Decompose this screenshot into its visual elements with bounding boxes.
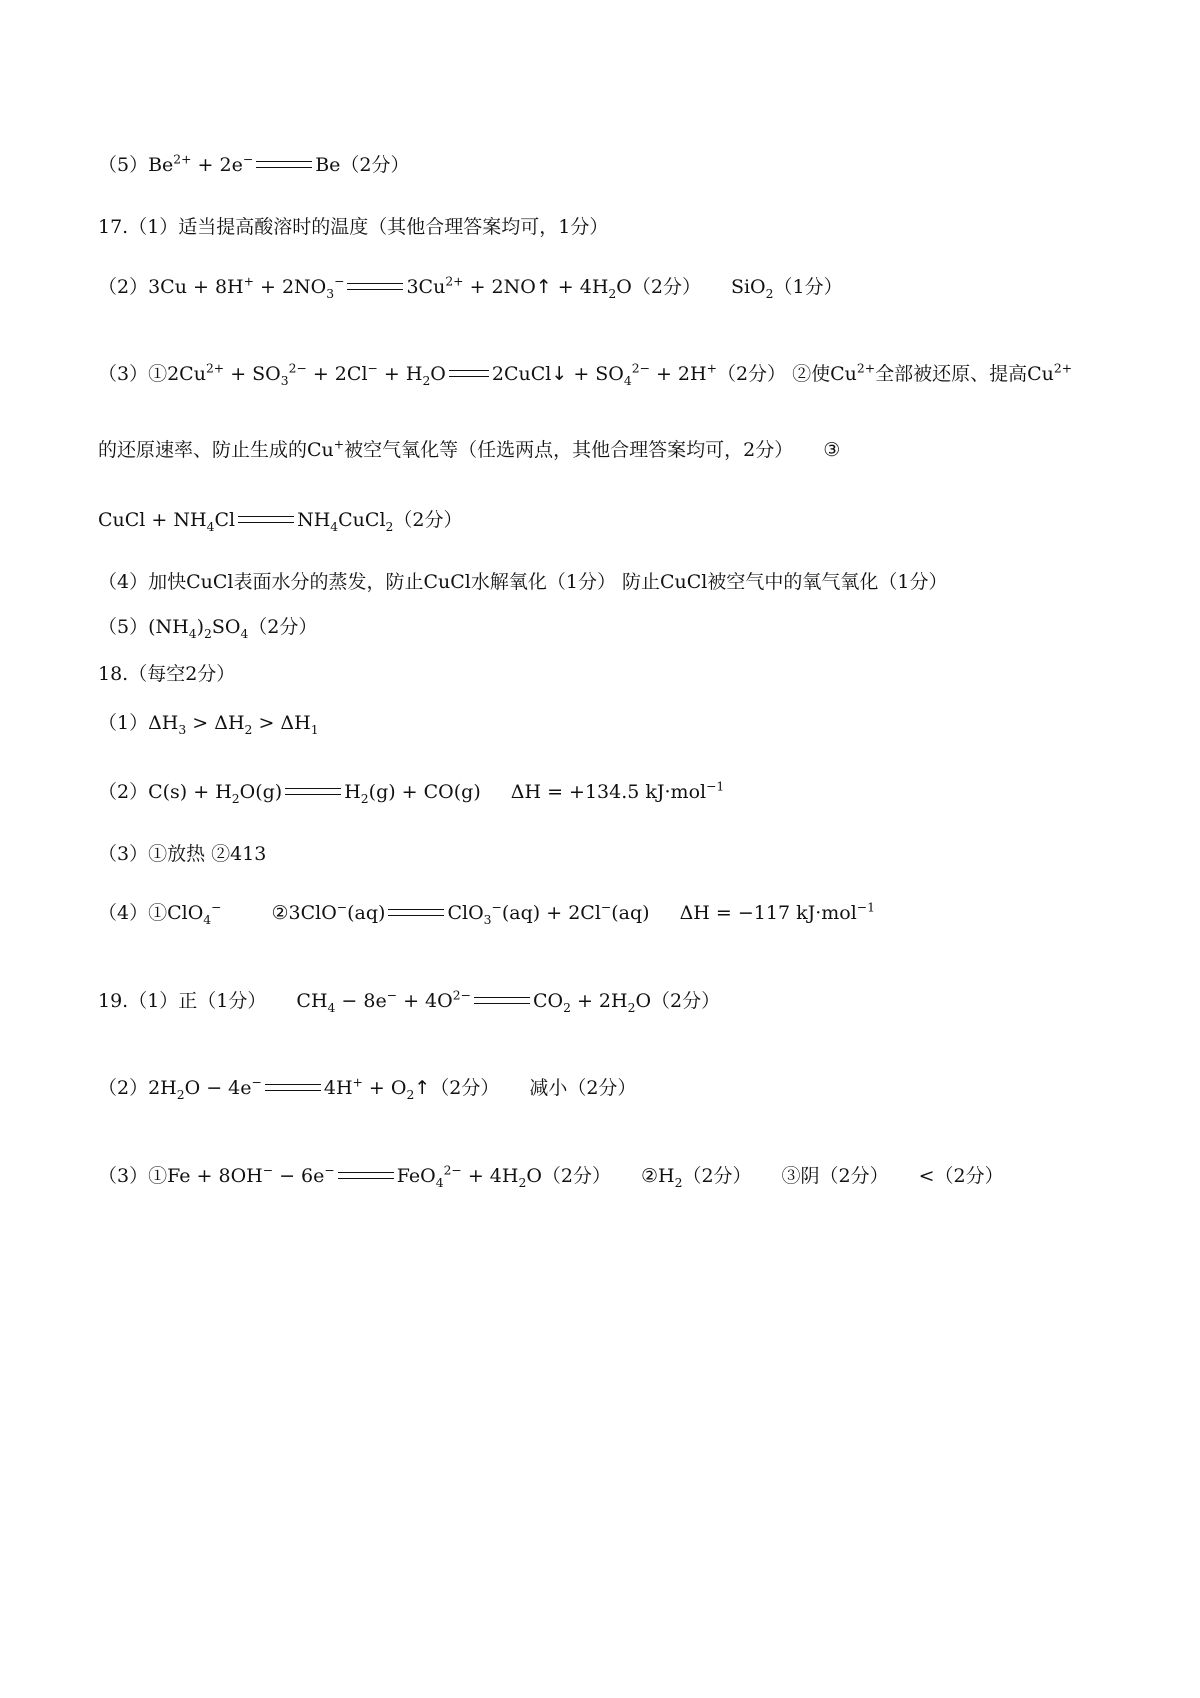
answer-line: $(2)C(s) + H_2O(g) H_2(g) + CO(g) \Delta H = +134.5$ kJ·mol$^{-1}$ <box>98 779 725 806</box>
answer-line: CuCl + $NH_4Cl$ $NH_4CuCl_2(2$分） <box>98 509 463 534</box>
line-q17-1: 17.（1）适当提高酸溶时的温度（其他合理答案均可，1分） <box>98 216 609 238</box>
answer-line <box>98 841 266 867</box>
answer-line: 的还原速率、防止生成的Cu+被空气氧化等（任选两点，其他合理答案均可，2分） ③ <box>98 437 841 461</box>
line-q18: 18.（每空2分） <box>98 663 236 685</box>
answer-line: 19.（1）正（1分） $CH_4 - 8e^- + 4O^{2-}$ $CO_2 + 2H_2O(2$分） <box>98 988 721 1015</box>
answer-line: $(5)Be^{2+} + 2e^-$ Be（2分） <box>98 152 410 176</box>
line-q17-4: （4）加快CuCl表面水分的蒸发，防止CuCl水解氧化（1分） 防止CuCl被空气中的氧气氧化（1分） <box>98 571 948 593</box>
answer-line: $(3)①2Cu^{2+} + SO_3^{2-} + 2Cl^- + H_2O$ 2CuCl↓ + $SO_4^{2-} + 2H^+(2$分） ②使$Cu^{2+}$全部被还原、提高$Cu^{2+}$ <box>98 361 1073 388</box>
answer-line: $(1)\Delta H_3 > \Delta H_2 > \Delta H_1$ <box>98 712 319 737</box>
line-q18-3: （3）①放热 ②413 <box>98 843 267 865</box>
answer-line <box>98 569 947 595</box>
answer-line: （3）①Fe + 8OH− − 6e− $FeO_4^{2-} + 4H_2O(2$分） $②H_2(2$分） ③阴（2分） <（2分） <box>98 1163 1004 1190</box>
answer-line <box>98 661 235 687</box>
answer-line: $(5)(NH_4)_2SO_4(2$分） <box>98 616 318 641</box>
answer-line: $(2)3Cu + 8H^+ + 2NO_3^-$ $3Cu^{2+}$ + 2NO↑ + $4H_2O(2$分） SiO$_2$（1分） <box>98 274 843 301</box>
answer-line: $(2)2H_2O - 4e^-$ $4H^+ + O_2↑(2$分） 减小（2分） <box>98 1075 637 1102</box>
answer-line: （4）①ClO$_4$− ②3ClO−(aq) ClO$_3$−(aq) + 2Cl−(aq) ΔH = −117 kJ·mol$^{-1}$ <box>98 900 875 927</box>
answer-line <box>98 214 608 240</box>
